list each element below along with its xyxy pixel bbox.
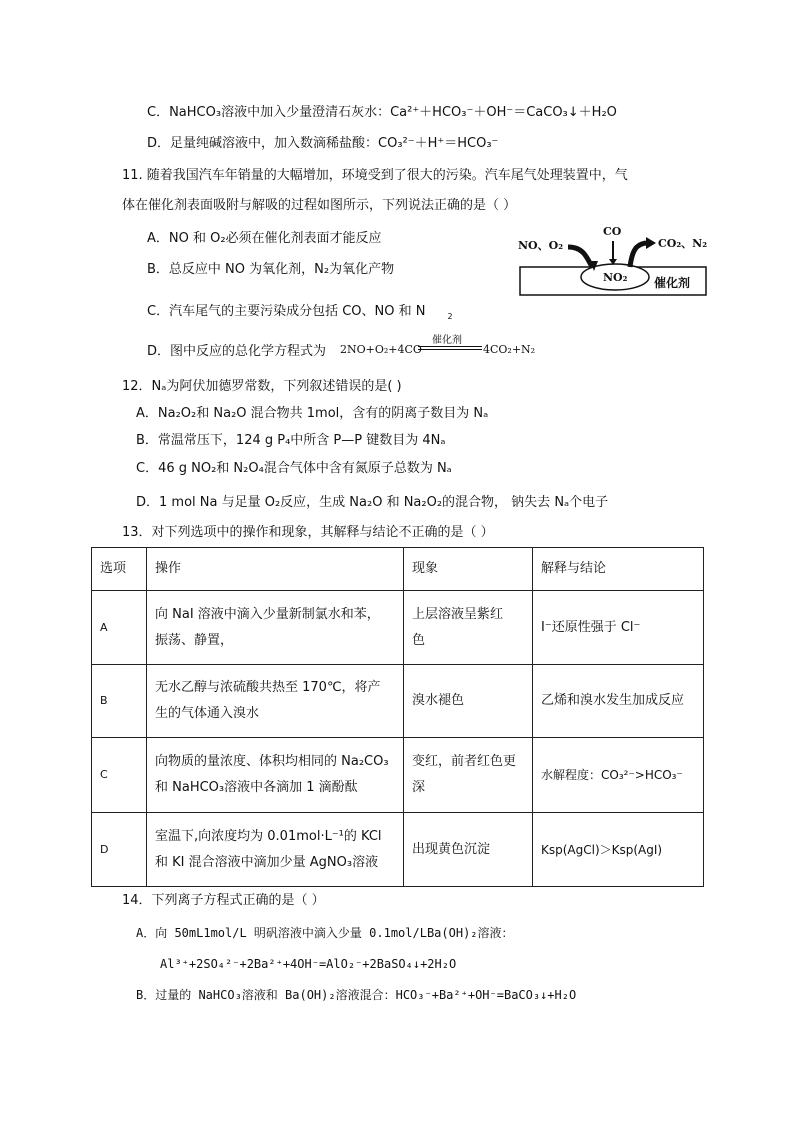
header-operation: 操作 [147, 548, 404, 591]
q11-option-c [147, 303, 453, 322]
q11-stem-line2: 体在催化剂表面吸附与解吸的过程如图所示，下列说法正确的是（ ） [122, 198, 517, 213]
operation-line: 和 NaHCO₃溶液中各滴加 1 滴酚酞 [155, 780, 358, 795]
table-header-row [92, 548, 704, 591]
row-option: B [92, 665, 147, 738]
operation-line: 和 KI 混合溶液中滴加少量 AgNO₃溶液 [155, 854, 379, 870]
row-conclusion: 水解程度：CO₃²⁻>HCO₃⁻ [533, 738, 704, 813]
phenomenon-line: 上层溶液呈紫红 [412, 606, 504, 622]
row-conclusion: I⁻还原性强于 Cl⁻ [533, 591, 704, 665]
catalyst-diagram [512, 225, 708, 299]
row-option: D [92, 813, 147, 887]
operation-line: 生的气体通入溴水 [155, 706, 260, 721]
equation-condition: 催化剂 [432, 335, 462, 346]
equation-arrow-line-top [418, 346, 482, 347]
table-row [92, 813, 704, 887]
q13-stem: 13．对下列选项中的操作和现象，其解释与结论不正确的是（ ） [122, 525, 494, 540]
row-phenomenon [404, 591, 533, 665]
row-conclusion: 乙烯和溴水发生加成反应 [533, 665, 704, 738]
table-row [92, 738, 704, 813]
q14-stem: 14．下列离子方程式正确的是（ ） [122, 893, 325, 908]
operation-line: 无水乙醇与浓硫酸共热至 170℃，将产 [155, 680, 381, 695]
q12-option-b: B．常温常压下，124 g P₄中所含 P—P 键数目为 4Nₐ [136, 433, 446, 448]
header-phenomenon: 现象 [404, 548, 533, 591]
row-option: C [92, 738, 147, 813]
q11-option-c-subscript: 2 [447, 312, 453, 321]
q11-option-a: A．NO 和 O₂必须在催化剂表面才能反应 [147, 231, 382, 246]
diagram-label-co: CO [603, 225, 622, 238]
q14-option-a: A．向 50mL1mol/L 明矾溶液中滴入少量 0.1mol/LBa(OH)₂溶液： [136, 926, 514, 940]
equation-arrow-line-bottom [418, 349, 482, 350]
diagram-label-no2: NO₂ [603, 271, 628, 284]
q12-option-c: C．46 g NO₂和 N₂O₄混合气体中含有氮原子总数为 Nₐ [136, 461, 452, 476]
phenomenon-line: 色 [412, 632, 426, 648]
diagram-label-catalyst: 催化剂 [654, 276, 691, 290]
row-phenomenon [404, 813, 533, 887]
row-option: A [92, 591, 147, 665]
q11-option-d-prefix: D．图中反应的总化学方程式为 [147, 344, 327, 359]
operation-line: 向物质的量浓度、体积均相同的 Na₂CO₃ [155, 754, 389, 769]
header-conclusion: 解释与结论 [533, 548, 704, 591]
row-operation [147, 591, 404, 665]
q10-option-c: C．NaHCO₃溶液中加入少量澄清石灰水：Ca²⁺＋HCO₃⁻＋OH⁻＝CaCO₃↓＋H₂O [147, 105, 617, 120]
q11-option-d-equation [340, 333, 552, 357]
row-operation [147, 813, 404, 887]
outflow-arrow [630, 243, 648, 267]
q12-option-a: A．Na₂O₂和 Na₂O 混合物共 1mol，含有的阴离子数目为 Nₐ [136, 406, 489, 421]
q12-option-d: D．1 mol Na 与足量 O₂反应，生成 Na₂O 和 Na₂O₂的混合物， 钠失去 Nₐ个电子 [136, 495, 609, 510]
q14-option-b: B．过量的 NaHCO₃溶液和 Ba(OH)₂溶液混合：HCO₃⁻+Ba²⁺+OH⁻=BaCO₃↓+H₂O [136, 988, 577, 1002]
q13-table [91, 547, 704, 887]
row-conclusion: Ksp(AgCl)＞Ksp(AgI) [533, 813, 704, 887]
operation-line: 室温下,向浓度均为 0.01mol·L⁻¹的 KCl [155, 828, 382, 844]
inflow-arrow [568, 247, 592, 267]
phenomenon-line: 出现黄色沉淀 [412, 841, 491, 857]
q11-option-b: B．总反应中 NO 为氧化剂，N₂为氧化产物 [147, 262, 395, 277]
operation-line: 向 NaI 溶液中滴入少量新制氯水和苯， [155, 606, 380, 622]
table-row [92, 665, 704, 738]
phenomenon-line: 深 [412, 780, 426, 795]
row-phenomenon [404, 665, 533, 738]
table-row [92, 591, 704, 665]
diagram-label-co2-n2: CO₂、N₂ [658, 237, 708, 250]
header-option: 选项 [92, 548, 147, 591]
phenomenon-line: 溴水褪色 [412, 693, 465, 708]
q11-stem-line1: 11. 随着我国汽车年销量的大幅增加，环境受到了很大的污染。汽车尾气处理装置中，气 [122, 168, 628, 183]
q11-option-c-text: C．汽车尾气的主要污染成分包括 CO、NO 和 N [147, 304, 426, 319]
phenomenon-line: 变红，前者红色更 [412, 754, 517, 769]
row-phenomenon [404, 738, 533, 813]
q11-option-d [147, 343, 326, 361]
outflow-arrow-head [646, 237, 656, 249]
row-operation [147, 665, 404, 738]
q10-option-d: D．足量纯碱溶液中，加入数滴稀盐酸：CO₃²⁻＋H⁺＝HCO₃⁻ [147, 136, 499, 151]
row-operation [147, 738, 404, 813]
equation-reactants: 2NO+O₂+4CO [340, 343, 422, 356]
equation-products: 4CO₂+N₂ [483, 343, 536, 356]
diagram-label-no-o2: NO、O₂ [518, 239, 564, 252]
operation-line: 振荡、静置， [155, 632, 234, 648]
q14-option-a-equation: Al³⁺+2SO₄²⁻+2Ba²⁺+4OH⁻=AlO₂⁻+2BaSO₄↓+2H₂O [160, 957, 457, 971]
q12-stem: 12．Nₐ为阿伏加德罗常数，下列叙述错误的是( ) [122, 379, 402, 394]
